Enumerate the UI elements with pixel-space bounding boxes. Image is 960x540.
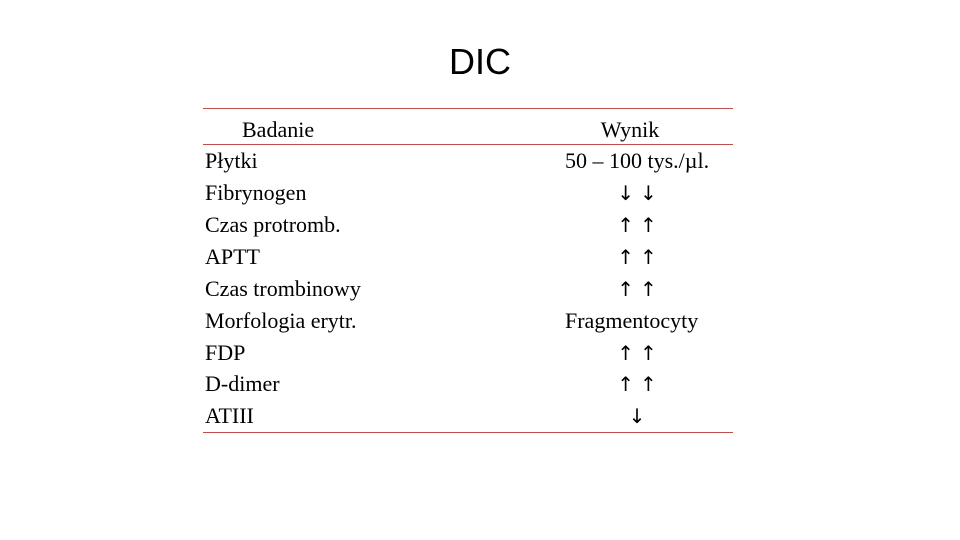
table-cell-result: ↓↓ (617, 181, 663, 205)
table-cell-result: ↑↑ (617, 277, 663, 301)
table-cell-test: FDP (205, 340, 246, 365)
table-cell-test: ATIII (205, 403, 254, 428)
table-cell-result: ↓ (628, 404, 652, 428)
table-cell-result: ↑↑ (617, 213, 663, 237)
table-cell-test: Płytki (205, 148, 258, 173)
table-cell-result: ↑↑ (617, 245, 663, 269)
slide-title: DIC (449, 41, 511, 82)
column-header-test: Badanie (242, 117, 315, 142)
table-cell-result: ↑↑ (617, 341, 663, 365)
table-cell-test: D-dimer (205, 371, 280, 396)
column-header-result: Wynik (600, 117, 660, 142)
table-bottom-rule (203, 432, 733, 433)
table-cell-test: Fibrynogen (205, 180, 307, 205)
table-header-rule (203, 144, 733, 145)
table-cell-result: ↑↑ (617, 372, 663, 396)
table-cell-test: Czas protromb. (205, 212, 341, 237)
table-cell-result: 50 – 100 tys./µl. (565, 148, 710, 173)
table-cell-test: Czas trombinowy (205, 276, 361, 301)
table-cell-test: APTT (205, 244, 260, 269)
table-cell-result: Fragmentocyty (565, 308, 699, 333)
table-cell-test: Morfologia erytr. (205, 308, 357, 333)
table-top-rule (203, 108, 733, 109)
